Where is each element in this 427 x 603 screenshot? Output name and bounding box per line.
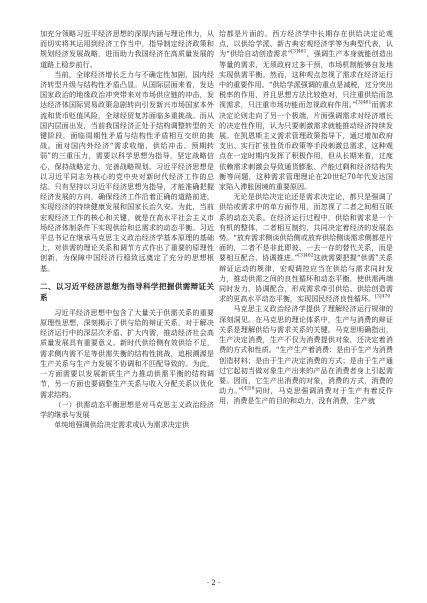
paragraph: 马克思主义政治经济学提供了理解经济运行规律的深刻洞见。在马克思的理论体系中，生产与消费的辩证关系是理解供给与需求关系的关键。马克思明确指出，生产决定消费，生产不仅为消费提供对象，还决定着消费的方式和性质。“生产生产着消费：是由于生产为消费创造材料；是由于生产决定消费的方式；是由于生产通过它起初当做对象生产出来的产品在消费者身上引起需要。因而，它生产出消费的对象，消费的方式，消费的动力。”$^{[4]16}$同时，马克思强调消费对于生产有着反作用，消费是生产的目的和动力，没有消费，生产就 — [219, 304, 394, 406]
citation-ref: [3]470 — [375, 294, 391, 300]
paragraph: 当前，全球经济增长乏力与不确定性加剧，国内经济转型升级与结构性矛盾凸显。从国际层面来看，发达国家政治的地缘政治冲突带来对市场供应链的冲击，发达经济体国际贸易政策急剧转向引发新兴市场国家本外流和货币贬值风险，全球经贸复苏面临多重挑战。而从国内层面出发，当前我国经济正处于结构调整转型的关键阶段，面临周期性矛盾与结构性矛盾相互交织的挑战。面对国内外经济“需求收缩、供给冲击、预期转弱”的三重压力，需要以科学思想为指导，坚定战略信心，保持战略定力，完善战略规划。习近平经济思想是以习近平同志为核心的党中央对新时代经济工作的总结。只有坚持以习近平经济思想为指导，才能准确把握经济发展的方向，确保经济工作沿着正确的道路前进，实现经济的持续健康发展和国家长治久安。为此，当前宏观经济工作的核心和关键，就是在高水平社会主义市场经济体制条件下实现供给和总需求的动态平衡。习近平总书记在继承马克思主义政治经济学基本原理的基础上，对供需的理论关系和调节方式作出了重要的原理性创新，为保障中国经济行稳致远奠定了充分的思想根基。 — [40, 69, 214, 273]
citation-ref: [3]461 — [356, 101, 372, 107]
left-column — [40, 29, 214, 430]
citation-ref: [3]462 — [298, 254, 314, 260]
page-number: · 2 · — [206, 579, 221, 587]
paragraph: 单纯地强调供给决定需求或认为需求决定供 — [54, 420, 189, 430]
paragraph: 无论是供给决定论还是需求决定论，都只是强调了供给或需求中的单方面作用，而忽视了二者之间相互联系的动态关系。在经济运行过程中，供给和需求是一个有机的整体，二者相互制约，共同决定着经济的发展态势。“放弃需求侧谈供给侧或放弃供给侧谈需求侧都是片面的，二者不是非此即彼、一去一存的替代关系，而是要相互配合、协调推进。”$^{[3]462}$这就需要把握“供需”关系辩证运动的规律，宏观调控应当在供给与需求同时发力，推动供需之间的良性循环和动态平衡，使供需两端同时发力、协调配合，形成需求牵引供给、供给创造需求的更高水平动态平衡，实现国民经济良性循环。$^{[3]470}$ — [219, 192, 393, 304]
citation-ref: [3]461 — [291, 50, 307, 56]
right-column — [219, 29, 393, 407]
paragraph: 加充分领略习近平经济思想的深厚内涵与理论伟力，从而切实将其运用到经济工作当中，指导制定经济政策和规划经济发展战略，进而助力我国经济在高质量发展的道路上稳步前行。 — [40, 29, 214, 69]
section-heading: 二、以习近平经济思想为指导科学把握供需辩证关系 — [40, 281, 214, 302]
citation-ref: [4]16 — [242, 386, 255, 392]
paragraph: 习近平经济思想中包含了大量关于供需关系的重要原理性思想，深刻揭示了供与给的辩证关系，对于解决经济运行中的深层次矛盾、扩大内需，推动经济社会高质量发展具有重要意义。新时代供给侧有效供给不足，需求侧内需不足等供需失衡的结构性挑战，追根溯源是生产关系与生产力发展不协调和不匹配导致的。为此，一方面需要以发展新质生产力推动供需平衡的结构调节，另一方面也要调整生产关系与收入分配关系以优化需求结构。 — [40, 307, 214, 399]
subsection-heading: （一）供需动态平衡思想是对马克思主义政治经济学的继承与发展 — [40, 399, 214, 419]
paragraph: 给都是片面的。西方经济学中长期存在供给决定论观点，以供给学派、新古典宏观经济学等为典型代表，认为“供给自动创造需求”$^{[3]461}$，强调生产本身就能创造出等量的需求，无须政府过多干预，市场机制能够自发地实现供需平衡。然而，这种观点忽视了需求在经济运行中的重要作用。“供给学派强调的重点是减税，过分突出税率的作用，并且思想方法比较绝对，只注重供给而忽视需求，只注重市场功能而忽视政府作用。”$^{[3]461}$而需求决定论则走向了另一个极端，片面强调需求对经济增长的决定性作用，认为只要刺激需求就能推动经济持续发展。在凯恩斯主义需求管理政策指导下，通过增加政府支出、实行扩张性货币政策等手段刺激总需求，这种观点在一定时期内发挥了积极作用，但从长期来看，过度依赖需求刺激会导致通货膨胀、产能过剩和经济结构失衡等问题，这种需求管理理论在20世纪70年代发达国家陷入滞胀困境的重要原因。 — [219, 29, 394, 192]
